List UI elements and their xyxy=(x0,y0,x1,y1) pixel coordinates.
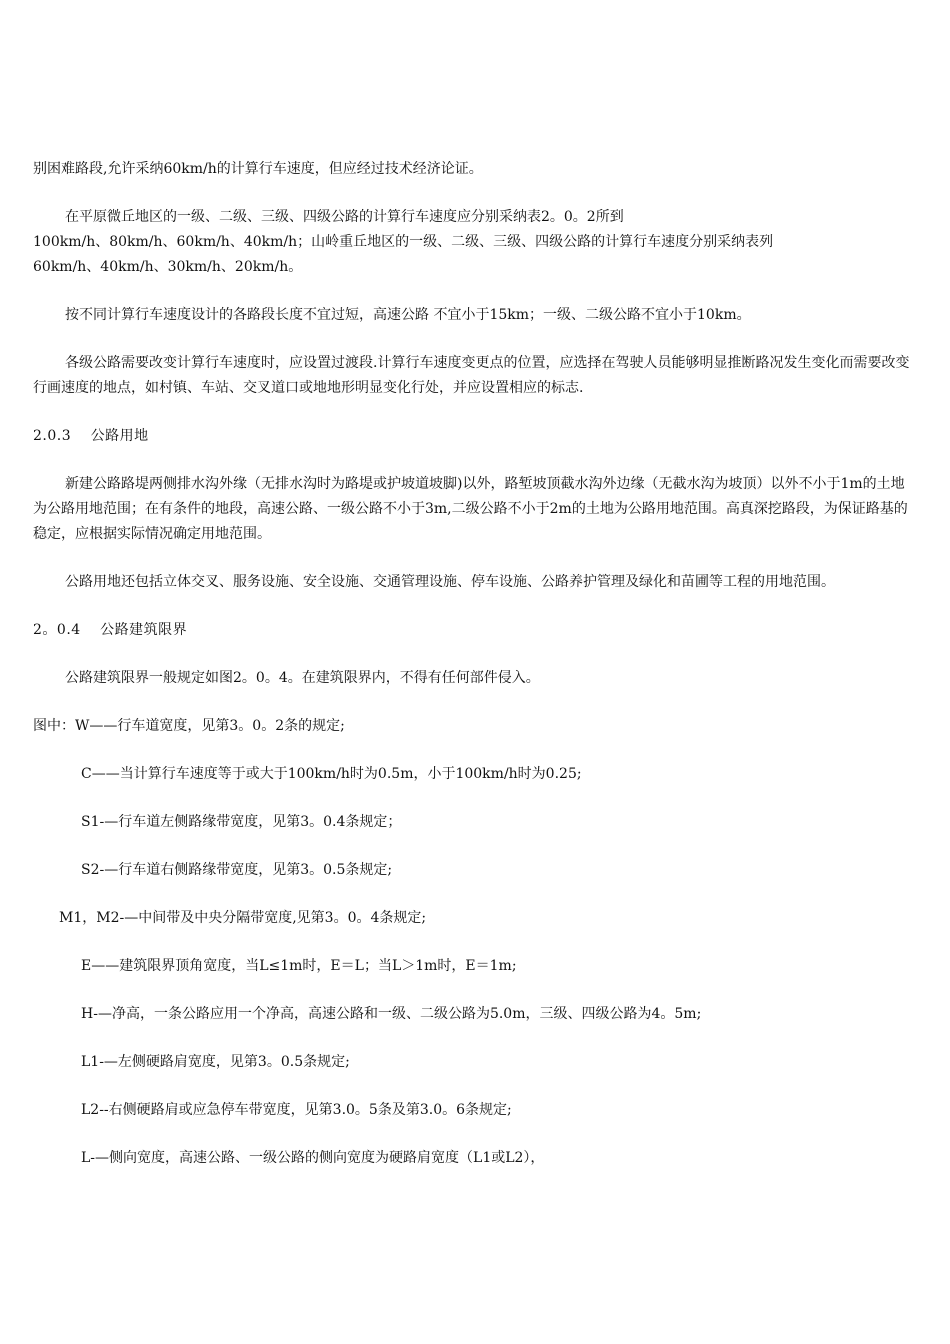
paragraph-land-range: 新建公路路堤两侧排水沟外缘（无排水沟时为路堤或护坡道坡脚)以外，路堑坡顶截水沟外边缘（无截水沟为坡顶）以外不小于1m的土地为公路用地范围；在有条件的地段，高速公路、一级公路不小于3m,二级公路不小于2m的土地为公路用地范围。高真深挖路段，为保证路基的稳定，应根据实际情况确定用地范围。 xyxy=(33,476,908,542)
paragraph-clearance-rule: 公路建筑限界一般规定如图2。0。4。在建筑限界内，不得有任何部件侵入。 xyxy=(65,670,540,686)
paragraph-section-length: 按不同计算行车速度设计的各路段长度不宜过短，高速公路 不宜小于15km；一级、二级公路不宜小于10km。 xyxy=(65,307,751,323)
section-heading-2-0-4: 2。0.4 公路建筑限界 xyxy=(33,622,188,638)
definition-e: E——建筑限界顶角宽度，当L≤1m时，E＝L；当L＞1m时，E＝1m; xyxy=(81,958,517,974)
definition-l1: L1-—左侧硬路肩宽度，见第3。0.5条规定; xyxy=(81,1054,350,1070)
paragraph-group-speed-table xyxy=(33,205,918,280)
paragraph-land-includes: 公路用地还包括立体交叉、服务设施、安全设施、交通管理设施、停车设施、公路养护管理及绿化和苗圃等工程的用地范围。 xyxy=(65,574,835,590)
definition-s1: S1-—行车道左侧路缘带宽度，见第3。0.4条规定； xyxy=(81,814,402,830)
paragraph-plain-speed-line2: 100km/h、80km/h、60km/h、40km/h；山岭重丘地区的一级、二级、三级、四级公路的计算行车速度分别采纳表列 xyxy=(33,234,774,250)
section-heading-2-0-3: 2.0.3 公路用地 xyxy=(33,428,149,444)
definition-l2: L2--右侧硬路肩或应急停车带宽度，见第3.0。5条及第3.0。6条规定; xyxy=(81,1102,512,1118)
document-page xyxy=(33,157,918,1171)
definition-s2: S2-—行车道右侧路缘带宽度，见第3。0.5条规定; xyxy=(81,862,393,878)
definition-w: 图中：W——行车道宽度，见第3。0。2条的规定; xyxy=(33,718,345,734)
paragraph-transition-section: 各级公路需要改变计算行车速度时，应设置过渡段.计算行车速度变更点的位置，应选择在驾驶人员能够明显推断路况发生变化而需要改变行画速度的地点，如村镇、车站、交叉道口或地地形明显变化行处，并应设置相应的标志. xyxy=(33,355,910,396)
definition-l: L-—侧向宽度，高速公路、一级公路的侧向宽度为硬路肩宽度（L1或L2）， xyxy=(81,1150,545,1166)
definition-m1-m2: M1，M2-—中间带及中央分隔带宽度,见第3。0。4条规定; xyxy=(59,910,427,926)
paragraph-plain-speed-line1: 在平原微丘地区的一级、二级、三级、四级公路的计算行车速度应分别采纳表2。0。2所到 xyxy=(65,209,624,225)
paragraph-design-speed-difficult: 别困难路段,允许采纳60km/h的计算行车速度，但应经过技术经济论证。 xyxy=(33,161,483,177)
definition-c: C——当计算行车速度等于或大于100km/h时为0.5m，小于100km/h时为0.25; xyxy=(81,766,582,782)
definition-h: H-—净高，一条公路应用一个净高，高速公路和一级、二级公路为5.0m，三级、四级公路为4。5m; xyxy=(81,1006,702,1022)
paragraph-plain-speed-line3: 60km/h、40km/h、30km/h、20km/h。 xyxy=(33,259,303,275)
